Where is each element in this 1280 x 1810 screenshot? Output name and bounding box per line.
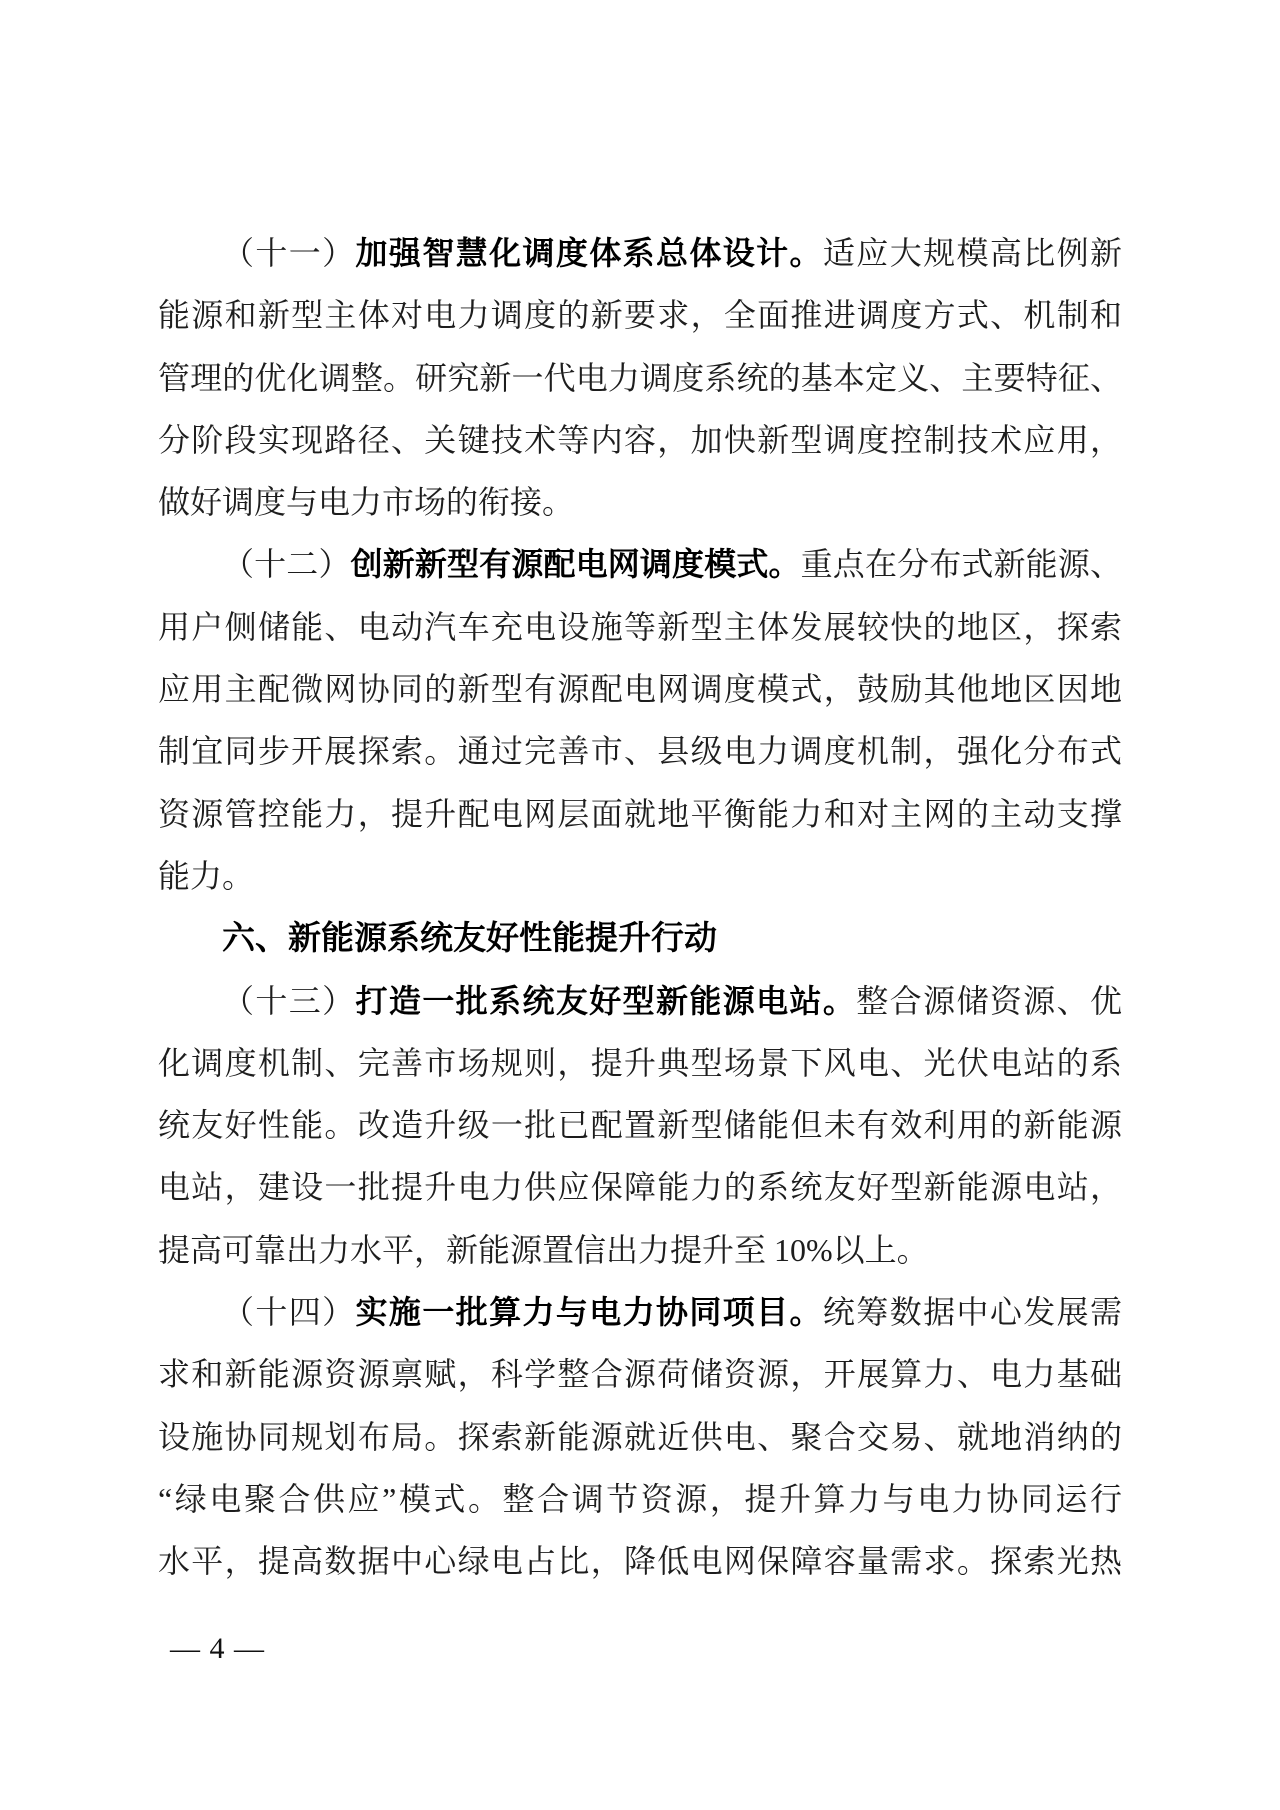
text-line: [158, 1219, 1122, 1281]
text-line: [158, 1156, 1122, 1218]
document-body: [158, 222, 1122, 1593]
text-line: [158, 783, 1122, 845]
body-text: 电站，建设一批提升电力供应保障能力的系统友好型新能源电站，: [158, 1169, 1122, 1206]
item-title-text: 创新新型有源配电网调度模式。: [350, 546, 801, 583]
section-heading: [158, 907, 1122, 969]
body-text: 资源管控能力，提升配电网层面就地平衡能力和对主网的主动支撑: [158, 795, 1122, 832]
body-text: 用户侧储能、电动汽车充电设施等新型主体发展较快的地区，探索: [158, 608, 1122, 645]
item-title-text: 加强智慧化调度体系总体设计。: [355, 235, 823, 271]
text-line: [158, 533, 1122, 595]
body-text: 应用主配微网协同的新型有源配电网调度模式，鼓励其他地区因地: [158, 671, 1122, 708]
body-text: （十三）: [222, 982, 356, 1019]
page-number: — 4 —: [170, 1632, 265, 1665]
body-text: 化调度机制、完善市场规则，提升典型场景下风电、光伏电站的系: [158, 1044, 1122, 1081]
text-line: [158, 1468, 1122, 1530]
text-line: [158, 1281, 1122, 1343]
text-line: [158, 222, 1122, 284]
body-text: 重点在分布式新能源、: [800, 546, 1122, 583]
section-heading-text: 六、新能源系统友好性能提升行动: [222, 919, 717, 957]
text-line: [158, 471, 1122, 533]
body-text: 统友好性能。改造升级一批已配置新型储能但未有效利用的新能源: [158, 1107, 1122, 1144]
item-title-text: 打造一批系统友好型新能源电站。: [355, 982, 857, 1019]
body-text: 分阶段实现路径、关键技术等内容，加快新型调度控制技术应用，: [158, 421, 1122, 458]
body-text: “绿电聚合供应”模式。整合调节资源，提升算力与电力协同运行: [158, 1480, 1122, 1517]
body-text: （十一）: [222, 235, 356, 271]
body-text: 设施协同规划布局。探索新能源就近供电、聚合交易、就地消纳的: [158, 1418, 1122, 1455]
text-line: [158, 720, 1122, 782]
body-text: 制宜同步开展探索。通过完善市、县级电力调度机制，强化分布式: [158, 733, 1122, 770]
body-text: 整合源储资源、优: [856, 982, 1122, 1019]
body-text: 水平，提高数据中心绿电占比，降低电网保障容量需求。探索光热: [158, 1543, 1122, 1580]
body-text: （十二）: [222, 546, 351, 583]
item-title-text: 实施一批算力与电力协同项目。: [355, 1294, 823, 1331]
body-text: 能力。: [158, 857, 255, 894]
body-text: 提高可靠出力水平，新能源置信出力提升至 10%以上。: [158, 1231, 929, 1268]
body-text: 求和新能源资源禀赋，科学整合源荷储资源，开展算力、电力基础: [158, 1356, 1122, 1393]
text-line: [158, 409, 1122, 471]
text-line: [158, 284, 1122, 346]
body-text: 统筹数据中心发展需: [822, 1294, 1122, 1331]
text-line: [158, 1406, 1122, 1468]
text-line: [158, 845, 1122, 907]
text-line: [158, 1094, 1122, 1156]
body-text: 能源和新型主体对电力调度的新要求，全面推进调度方式、机制和: [158, 297, 1122, 334]
text-line: [158, 658, 1122, 720]
text-line: [158, 970, 1122, 1032]
body-text: 管理的优化调整。研究新一代电力调度系统的基本定义、主要特征、: [158, 359, 1122, 396]
text-line: [158, 1530, 1122, 1592]
text-line: [158, 596, 1122, 658]
body-text: 做好调度与电力市场的衔接。: [158, 484, 575, 521]
body-text: 适应大规模高比例新: [822, 235, 1122, 271]
text-line: [158, 347, 1122, 409]
text-line: [158, 1343, 1122, 1405]
text-line: [158, 1032, 1122, 1094]
body-text: （十四）: [222, 1294, 356, 1331]
